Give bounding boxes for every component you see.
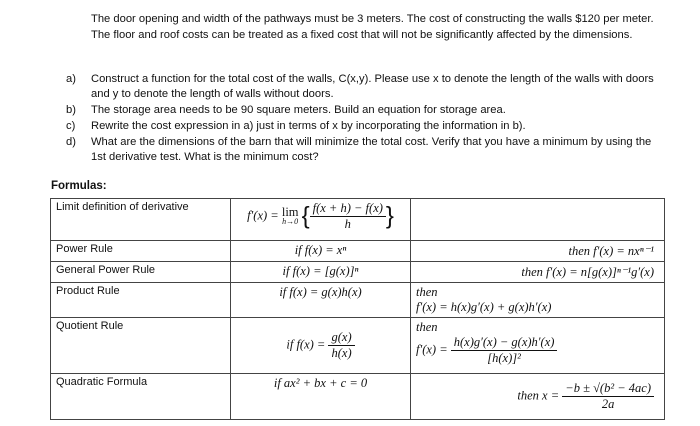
formula-condition: if ax² + bx + c = 0 [231, 374, 411, 420]
empty-cell [411, 199, 665, 241]
question-text: What are the dimensions of the barn that will minimize the total cost. Verify that you have a minimum by using the 1st derivative test. What is the minimum cost? [91, 136, 652, 163]
formula-name: Product Rule [51, 283, 231, 318]
fraction-denominator: 2a [601, 397, 615, 411]
fraction-numerator: f(x + h) − f(x) [310, 201, 386, 217]
formula-name: Quadratic Formula [51, 374, 231, 420]
fraction-numerator: g(x) [328, 330, 354, 346]
intro-paragraph: The door opening and width of the pathways must be 3 meters. The cost of constructing the walls $120 per meter. The floor and roof costs can be treated as a fixed cost that will not be significantly affected by the dimensions. [91, 13, 654, 41]
formula-condition [231, 318, 411, 374]
limit-subscript: h→0 [282, 216, 299, 226]
formula-condition: if f(x) = xⁿ [231, 241, 411, 262]
question-d [66, 135, 666, 165]
formula-result: then f′(x) = n[g(x)]ⁿ⁻¹g′(x) [411, 262, 665, 283]
question-list [66, 72, 666, 166]
fraction-denominator: h(x) [331, 346, 352, 360]
formula-result: f′(x) = h(x)g′(x) + g(x)h′(x) [416, 300, 552, 314]
fraction-numerator: h(x)g′(x) − g(x)h′(x) [451, 335, 558, 351]
question-b [66, 103, 666, 118]
left-brace-symbol: { [301, 202, 310, 230]
fraction-numerator: −b ± √(b² − 4ac) [562, 381, 654, 397]
formula-lhs: f′(x) = [247, 208, 282, 223]
table-row-product [51, 283, 665, 318]
table-row-power [51, 241, 665, 262]
difference-quotient [310, 201, 386, 232]
then-label: then [416, 320, 438, 334]
formula-result-cell [411, 318, 665, 374]
question-text: The storage area needs to be 90 square meters. Build an equation for storage area. [91, 104, 506, 116]
result-lhs: f′(x) = [416, 342, 451, 357]
formula-name: Quotient Rule [51, 318, 231, 374]
question-c [66, 119, 666, 134]
formulas-table [50, 198, 665, 420]
question-label: a) [66, 73, 76, 85]
question-label: d) [66, 136, 76, 148]
table-row-general-power [51, 262, 665, 283]
fraction-denominator: [h(x)]² [487, 351, 521, 365]
condition-fraction [328, 330, 354, 361]
table-row-limit [51, 199, 665, 241]
formula-name: Limit definition of derivative [51, 199, 231, 241]
formula-result-cell [411, 283, 665, 318]
then-label: then [416, 285, 438, 299]
right-brace-symbol: } [385, 202, 394, 230]
question-a [66, 72, 666, 102]
question-text: Rewrite the cost expression in a) just in terms of x by incorporating the information in b). [91, 120, 526, 132]
table-row-quotient [51, 318, 665, 374]
formula-condition: if f(x) = g(x)h(x) [231, 283, 411, 318]
limit-label: lim [281, 204, 299, 219]
table-row-quadratic [51, 374, 665, 420]
question-text: Construct a function for the total cost of the walls, C(x,y). Please use x to denote the length of the walls with doors and y to denote the length of walls without doors. [91, 73, 654, 100]
result-fraction [451, 335, 558, 366]
formula-name: Power Rule [51, 241, 231, 262]
formula-condition: if f(x) = [g(x)]ⁿ [231, 262, 411, 283]
fraction-denominator: h [344, 217, 351, 231]
condition-lhs: if f(x) = [286, 337, 329, 352]
result-lhs: then x = [517, 388, 563, 403]
question-label: b) [66, 104, 76, 116]
limit-definition-formula [231, 199, 411, 241]
formula-result [411, 374, 665, 420]
result-fraction [562, 381, 654, 412]
formulas-heading: Formulas: [51, 180, 107, 192]
limit-operator [281, 204, 299, 227]
formula-result [416, 335, 659, 366]
formula-name: General Power Rule [51, 262, 231, 283]
formula-result: then f′(x) = nxⁿ⁻¹ [411, 241, 665, 262]
question-label: c) [66, 120, 76, 132]
